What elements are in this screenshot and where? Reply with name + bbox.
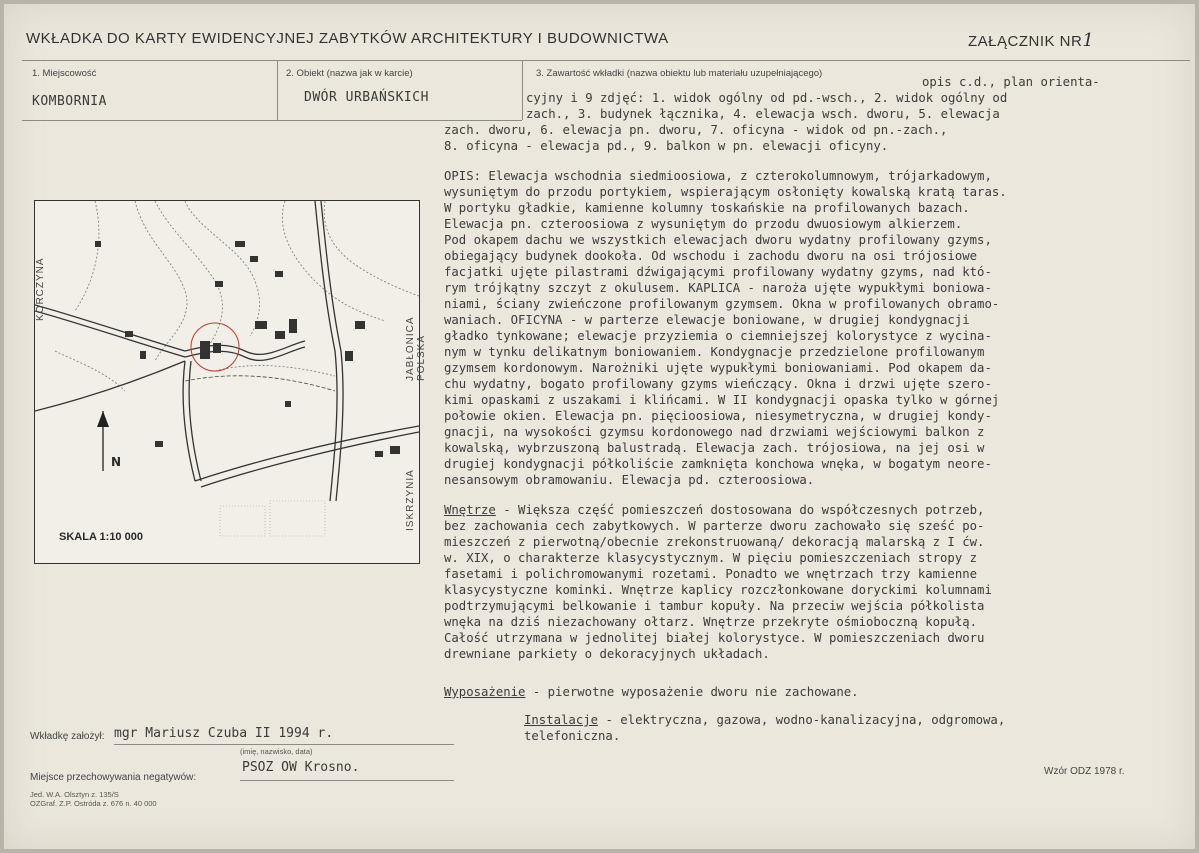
opis-line-12: nym w tynku delikatnym boniowaniem. Kondygnacje przedzielone profilowanym xyxy=(444,345,985,359)
author-rule xyxy=(114,744,454,745)
attachment-label: ZAŁĄCZNIK NR xyxy=(968,33,1083,50)
wnetrze-line-5: fasetami i polichromowanymi rozetami. Ponadto we wnętrzach trzy kamienne xyxy=(444,567,978,581)
storage-label: Miejsce przechowywania negatywów: xyxy=(30,772,197,783)
opis-line-8: rym trójkątny szczyt z okulusem. KAPLICA - naroża ujęte wypukłymi boniowa- xyxy=(444,281,992,295)
wnetrze-line-2: bez zachowania cech zabytkowych. W parterze dworu zachowało się sześć po- xyxy=(444,519,985,533)
orientation-map xyxy=(34,200,427,564)
field-2-value: DWÓR URBAŃSKICH xyxy=(304,90,429,105)
opis-line-15: kimi opaskami z uszakami i klińcami. W II kondygnacji opaska tylko w górnej xyxy=(444,393,1000,407)
form-title: WKŁADKA DO KARTY EWIDENCYJNEJ ZABYTKÓW ARCHITEKTURY I BUDOWNICTWA xyxy=(26,30,669,47)
field-2-label: 2. Obiekt (nazwa jak w karcie) xyxy=(286,68,413,79)
storage-rule xyxy=(240,780,454,781)
map-scale: SKALA 1:10 000 xyxy=(59,531,143,543)
field-divider-2 xyxy=(522,60,523,120)
content-line-1: opis c.d., plan orienta- xyxy=(922,75,1100,89)
opis-line-10: waniach. OFICYNA - w parterze elewacje boniowane, w drugiej kondygnacji xyxy=(444,313,970,327)
content-line-3: zach., 3. budynek łącznika, 4. elewacja wsch. dworu, 5. elewacja xyxy=(526,107,1000,121)
wyposazenie-heading: Wyposażenie xyxy=(444,685,526,699)
opis-line-9: niami, ściany zwieńczone profilowanym gzymsem. Okna w profilowanych obramo- xyxy=(444,297,1000,311)
content-line-2: cyjny i 9 zdjęć: 1. widok ogólny od pd.-wsch., 2. widok ogólny od xyxy=(526,91,1008,105)
field-3-label: 3. Zawartość wkładki (nazwa obiektu lub materiału uzupełniającego) xyxy=(536,68,823,79)
opis-line-7: facjatki ujęte pilastrami dźwigającymi profilowany wydatny gzyms, nad któ- xyxy=(444,265,992,279)
wnetrze-line-10: drewniane parkiety o dekoracyjnych układach. xyxy=(444,647,770,661)
wnetrze-line-1: Wnętrze - Większa część pomieszczeń dostosowana do współczesnych potrzeb, xyxy=(444,503,985,517)
map-drawing xyxy=(35,201,419,563)
wnetrze-line-8: wnęka na dziś niezachowany ołtarz. Wnętrze przekryte ośmioboczną kopułą. xyxy=(444,615,978,629)
opis-line-18: kowalską, wybrzuszoną balustradą. Elewacja zach. trójosiowa, na jej osi w xyxy=(444,441,985,455)
content-line-5: 8. oficyna - elewacja pd., 9. balkon w pn. elewacji oficyny. xyxy=(444,139,889,153)
content-line-4: zach. dworu, 6. elewacja pn. dworu, 7. oficyna - widok od pn.-zach., xyxy=(444,123,948,137)
wnetrze-heading: Wnętrze xyxy=(444,503,496,517)
map-label-korczyna: KORCZYNA xyxy=(35,257,46,321)
print-info-2: OZGraf. Z.P. Ostróda z. 676 n. 40 000 xyxy=(30,799,157,808)
opis-line-5: Pod okapem dachu we wszystkich elewacjach dworu wydatny profilowany gzyms, xyxy=(444,233,992,247)
map-north-label: N xyxy=(111,455,122,469)
record-card xyxy=(4,4,1195,849)
opis-line-16: połowie okien. Elewacja pn. pięcioosiowa, niesymetryczna, w drugiej kondy- xyxy=(444,409,992,423)
opis-line-13: gzymsem kordonowym. Narożniki ujęte wypukłymi boniowaniami. Pod okapem da- xyxy=(444,361,992,375)
contour-lines xyxy=(55,201,419,391)
wyposazenie-line: Wyposażenie - pierwotne wyposażenie dworu nie zachowane. xyxy=(444,685,859,699)
fields-rule xyxy=(22,120,522,121)
opis-line-11: gładko tynkowane; elewacje przyziemia o ciemniejszej kolorystyce z wycina- xyxy=(444,329,992,343)
instalacje-line-1: Instalacje - elektryczna, gazowa, wodno-kanalizacyjna, odgromowa, xyxy=(524,713,1006,727)
attachment-header xyxy=(968,30,1094,51)
field-1-label: 1. Miejscowość xyxy=(32,68,97,79)
author-value: mgr Mariusz Czuba II 1994 r. xyxy=(114,726,334,741)
opis-line-14: chu wydatny, bogato profilowany gzyms wieńczący. Okna i drzwi ujęte szero- xyxy=(444,377,992,391)
print-info-1: Jed. W.A. Olsztyn z. 135/S xyxy=(30,790,119,799)
attachment-number: 1 xyxy=(1082,30,1095,51)
opis-line-4: Elewacja pn. czteroosiowa z wysuniętym do przodu dwuosiowym alkierzem. xyxy=(444,217,963,231)
opis-line-1: OPIS: Elewacja wschodnia siedmioosiowa, z czterokolumnowym, trójarkadowym, xyxy=(444,169,992,183)
opis-line-6: obiegający budynek dookoła. Od wschodu i zachodu dworu na osi trójosiowe xyxy=(444,249,978,263)
buildings xyxy=(95,241,400,457)
wnetrze-line-9: Całość utrzymana w jednolitej białej kolorystyce. W pomieszczeniach dworu xyxy=(444,631,985,645)
opis-line-19: drugiej kondygnacji półkoliście zamknięta konchowa wnęka, w bogatym neore- xyxy=(444,457,992,471)
field-divider-1 xyxy=(277,60,278,120)
wnetrze-line-3: mieszczeń z pierwotną/obecnie zrekonstruowaną/ dekoracją malarską z I ćw. xyxy=(444,535,985,549)
opis-line-20: nesansowym obramowaniu. Elewacja pd. czteroosiowa. xyxy=(444,473,815,487)
opis-line-2: wysuniętym do przodu portykiem, wspierającym osłonięty kowalską kratą taras. xyxy=(444,185,1007,199)
opis-line-3: W portyku gładkie, kamienne kolumny toskańskie na profilowanych bazach. xyxy=(444,201,970,215)
wnetrze-line-6: klasycystyczne kominki. Wnętrze kaplicy rozczłonkowane doryckimi kolumnami xyxy=(444,583,992,597)
field-1-value: KOMBORNIA xyxy=(32,94,107,109)
instalacje-heading: Instalacje xyxy=(524,713,599,727)
template-label: Wzór ODZ 1978 r. xyxy=(1044,766,1125,777)
wnetrze-line-7: podtrzymującymi belkowanie i tambur kopuły. Na przeciw wejścia półkolista xyxy=(444,599,985,613)
wnetrze-line-4: w. XIX, o charakterze klasycystycznym. W pięciu pomieszczeniach stropy z xyxy=(444,551,978,565)
instalacje-line-2: telefoniczna. xyxy=(524,729,621,743)
header-rule xyxy=(22,60,1190,61)
storage-value: PSOZ OW Krosno. xyxy=(242,760,360,775)
opis-line-17: gnacji, na wysokości gzymsu kordonowego nad drzwiami wejściowymi balkon z xyxy=(444,425,985,439)
map-label-iskrzynia: ISKRZYNIA xyxy=(405,469,416,531)
author-label: Wkładkę założył: xyxy=(30,731,105,742)
author-sub: (imię, nazwisko, data) xyxy=(240,747,313,756)
map-label-jablonica: JABŁONICA POLSKA xyxy=(405,316,427,381)
